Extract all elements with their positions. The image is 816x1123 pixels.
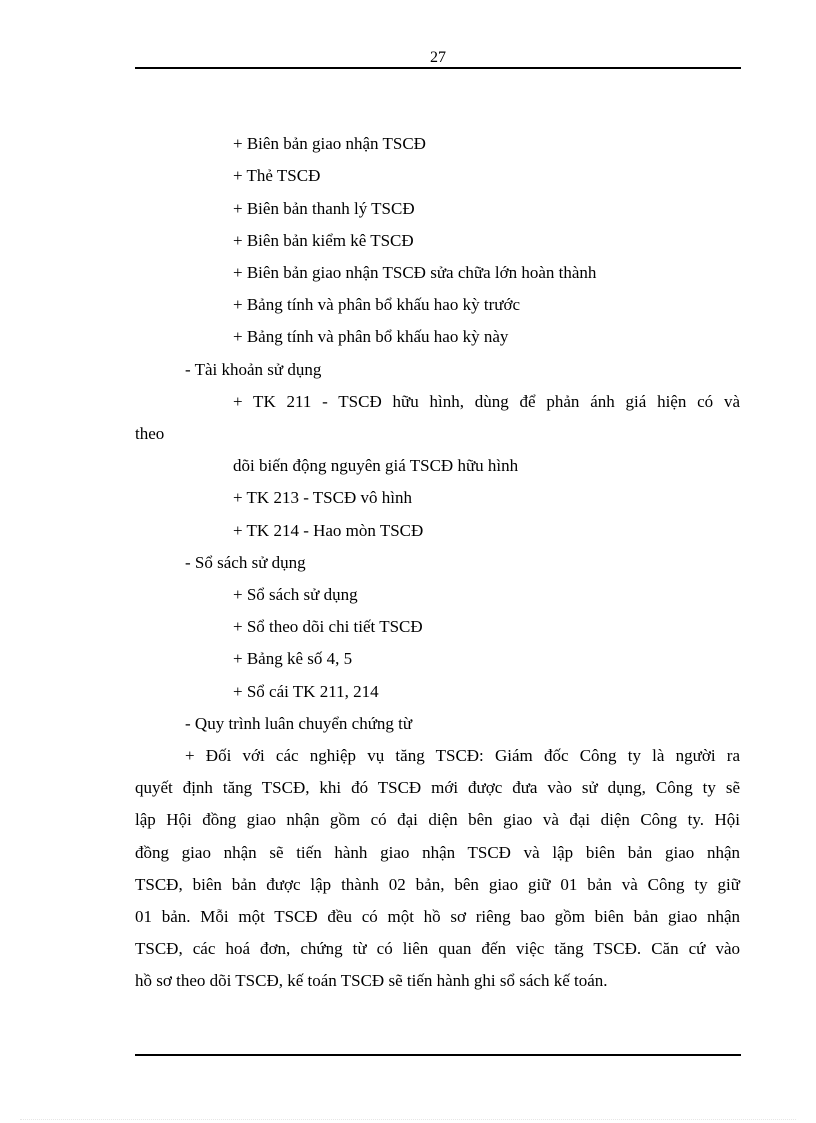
paragraph-line: lập Hội đồng giao nhận gồm có đại diện bên giao và đại diện Công ty. Hội [135,810,740,829]
list-item: + TK 213 - TSCĐ vô hình [233,488,412,507]
list-item: + Bảng tính và phân bổ khấu hao kỳ trước [233,295,520,314]
list-item: + Sổ theo dõi chi tiết TSCĐ [233,617,423,636]
page-number: 27 [430,49,446,66]
list-item: + Biên bản thanh lý TSCĐ [233,199,415,218]
paragraph-line: + Đối với các nghiệp vụ tăng TSCĐ: Giám đốc Công ty là người ra [185,746,740,765]
list-item: + Bảng tính và phân bổ khấu hao kỳ này [233,327,509,346]
paragraph-line: TSCĐ, biên bản được lập thành 02 bản, bên giao giữ 01 bản và Công ty giữ [135,875,740,894]
list-item: + Biên bản giao nhận TSCĐ sửa chữa lớn hoàn thành [233,263,597,282]
text-line: dõi biến động nguyên giá TSCĐ hữu hình [233,456,519,475]
list-item: + Biên bản giao nhận TSCĐ [233,134,426,153]
list-item: + Biên bản kiểm kê TSCĐ [233,231,414,250]
list-item: + Sổ cái TK 211, 214 [233,682,379,701]
list-item: + TK 214 - Hao mòn TSCĐ [233,521,424,540]
list-item: + TK 211 - TSCĐ hữu hình, dùng để phản ánh giá hiện có và [233,392,740,411]
page-edge-divider [20,1119,796,1120]
list-item: + Bảng kê số 4, 5 [233,649,353,668]
paragraph-line: hồ sơ theo dõi TSCĐ, kế toán TSCĐ sẽ tiến hành ghi sổ sách kế toán. [135,971,608,990]
paragraph-line: đồng giao nhận sẽ tiến hành giao nhận TSCĐ và lập biên bản giao nhận [135,843,740,862]
text-line: theo [135,424,165,443]
list-item: + Thẻ TSCĐ [233,166,321,185]
paragraph-line: TSCĐ, các hoá đơn, chứng từ có liên quan đến việc tăng TSCĐ. Căn cứ vào [135,939,740,958]
footer-rule [135,1054,741,1056]
paragraph-line: quyết định tăng TSCĐ, khi đó TSCĐ mới được đưa vào sử dụng, Công ty sẽ [135,778,740,797]
section-heading: - Quy trình luân chuyển chứng từ [185,714,413,733]
header-rule [135,67,741,69]
section-heading: - Sổ sách sử dụng [185,553,306,572]
paragraph-line: 01 bản. Mỗi một TSCĐ đều có một hồ sơ riêng bao gồm biên bản giao nhận [135,907,740,926]
section-heading: - Tài khoản sử dụng [185,360,322,379]
list-item: + Sổ sách sử dụng [233,585,358,604]
